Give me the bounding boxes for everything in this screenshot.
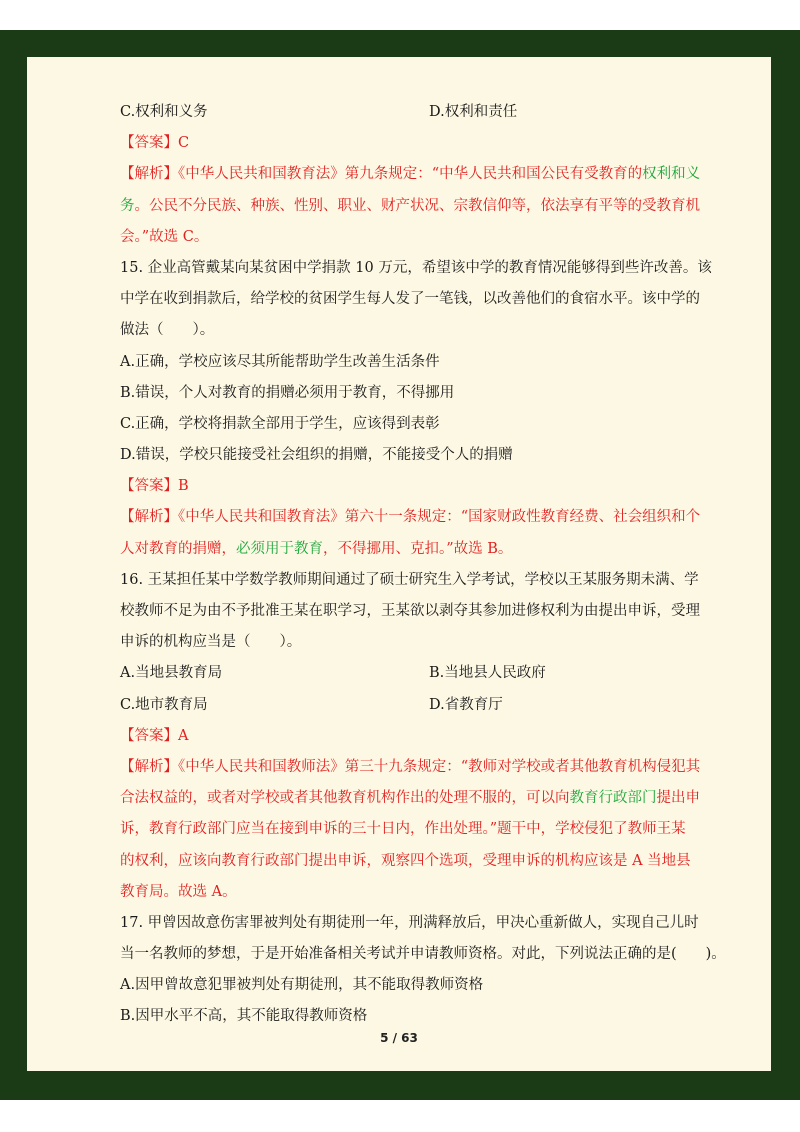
q15-explanation-line-1: 【解析】《中华人民共和国教育法》第六十一条规定：“国家财政性教育经费、社会组织和个 <box>120 509 701 526</box>
q15-exp-highlight: 必须用于教育 <box>236 540 323 557</box>
q16-answer: 【答案】A <box>120 727 189 744</box>
q17-stem-line-2: 当一名教师的梦想，于是开始准备相关考试并申请教师资格。对此，下列说法正确的是( )。 <box>120 946 726 963</box>
q14-explanation-line-3: 会。”故选 C。 <box>120 228 209 245</box>
document-page <box>27 57 771 1071</box>
q16-option-c: C.地市教育局 <box>120 696 208 713</box>
q14-exp-highlight: 权利和义 <box>642 166 701 183</box>
q14-explanation-line-2 <box>120 191 700 222</box>
q16-exp-highlight: 教育行政部门 <box>569 790 657 807</box>
q16-explanation-line-2 <box>120 783 700 814</box>
q14-answer: 【答案】C <box>120 135 190 152</box>
q16-explanation-line-1: 【解析】《中华人民共和国教师法》第三十九条规定：“教师对学校或者其他教育机构侵犯其 <box>120 758 701 775</box>
q16-stem-line-1: 16. 王某担任某中学数学教师期间通过了硕士研究生入学考试，学校以王某服务期未满、学 <box>120 571 699 588</box>
q16-explanation-line-4: 的权利，应该向教育行政部门提出申诉，观察四个选项，受理申诉的机构应该是 A 当地县 <box>120 852 691 869</box>
q16-stem-line-3: 申诉的机构应当是（ ）。 <box>120 634 302 651</box>
q14-exp-text: 【解析】《中华人民共和国教育法》第九条规定：“中华人民共和国公民有受教育的 <box>120 166 643 183</box>
q16-exp-text-2: 提出申 <box>656 790 700 807</box>
q14-option-d: D.权利和责任 <box>429 104 518 120</box>
q15-explanation-line-2 <box>120 534 695 565</box>
page-number: 5 / 63 <box>380 1031 418 1045</box>
q15-stem-line-2: 中学在收到捐款后，给学校的贫困学生每人发了一笔钱，以改善他们的食宿水平。该中学的 <box>120 291 700 308</box>
q15-option-a: A.正确，学校应该尽其所能帮助学生改善生活条件 <box>120 353 440 370</box>
q16-explanation-line-5: 教育局。故选 A。 <box>120 883 237 900</box>
q14-options-cd <box>120 97 695 128</box>
q14-exp-highlight-2: 务 <box>120 197 135 214</box>
q16-option-a: A.当地县教育局 <box>120 665 223 682</box>
q15-option-c: C.正确，学校将捐款全部用于学生，应该得到表彰 <box>120 415 440 432</box>
q16-explanation-line-3: 诉，教育行政部门应当在接到申诉的三十日内，作出处理。”题干中，学校侵犯了教师王某 <box>120 821 686 838</box>
q15-option-d: D.错误，学校只能接受社会组织的捐赠，不能接受个人的捐赠 <box>120 447 513 464</box>
q17-option-a: A.因甲曾故意犯罪被判处有期徒刑，其不能取得教师资格 <box>120 977 484 994</box>
q15-exp-text-2: ，不得挪用、克扣。”故选 B。 <box>323 540 513 557</box>
q14-explanation-line-1 <box>120 159 701 190</box>
q14-exp-text-2: 。公民不分民族、种族、性别、职业、财产状况、宗教信仰等，依法享有平等的受教育机 <box>134 197 700 214</box>
q16-option-d: D.省教育厅 <box>429 696 503 713</box>
q15-answer: 【答案】B <box>120 478 189 495</box>
q17-stem-line-1: 17. 甲曾因故意伤害罪被判处有期徒刑一年，刑满释放后，甲决心重新做人，实现自己儿时 <box>120 914 699 931</box>
q16-options-cd <box>120 690 695 721</box>
q14-option-c: C.权利和义务 <box>120 104 208 120</box>
page-content <box>120 97 726 1033</box>
q15-option-b: B.错误，个人对教育的捐赠必须用于教育，不得挪用 <box>120 384 455 401</box>
q16-stem-line-2: 校教师不足为由不予批准王某在职学习，王某欲以剥夺其参加进修权利为由提出申诉，受理 <box>120 603 700 619</box>
q15-exp-text: 人对教育的捐赠， <box>120 540 236 557</box>
q16-option-b: B.当地县人民政府 <box>429 665 546 682</box>
q15-stem-line-1: 15. 企业高管戴某向某贫困中学捐款 10 万元，希望该中学的教育情况能够得到些许改善。该 <box>120 259 712 276</box>
q16-options-ab <box>120 658 695 689</box>
q17-option-b: B.因甲水平不高，其不能取得教师资格 <box>120 1008 368 1025</box>
q16-exp-text: 合法权益的，或者对学校或者其他教育机构作出的处理不服的，可以向 <box>120 790 570 807</box>
q15-stem-line-3: 做法（ ）。 <box>120 322 215 339</box>
